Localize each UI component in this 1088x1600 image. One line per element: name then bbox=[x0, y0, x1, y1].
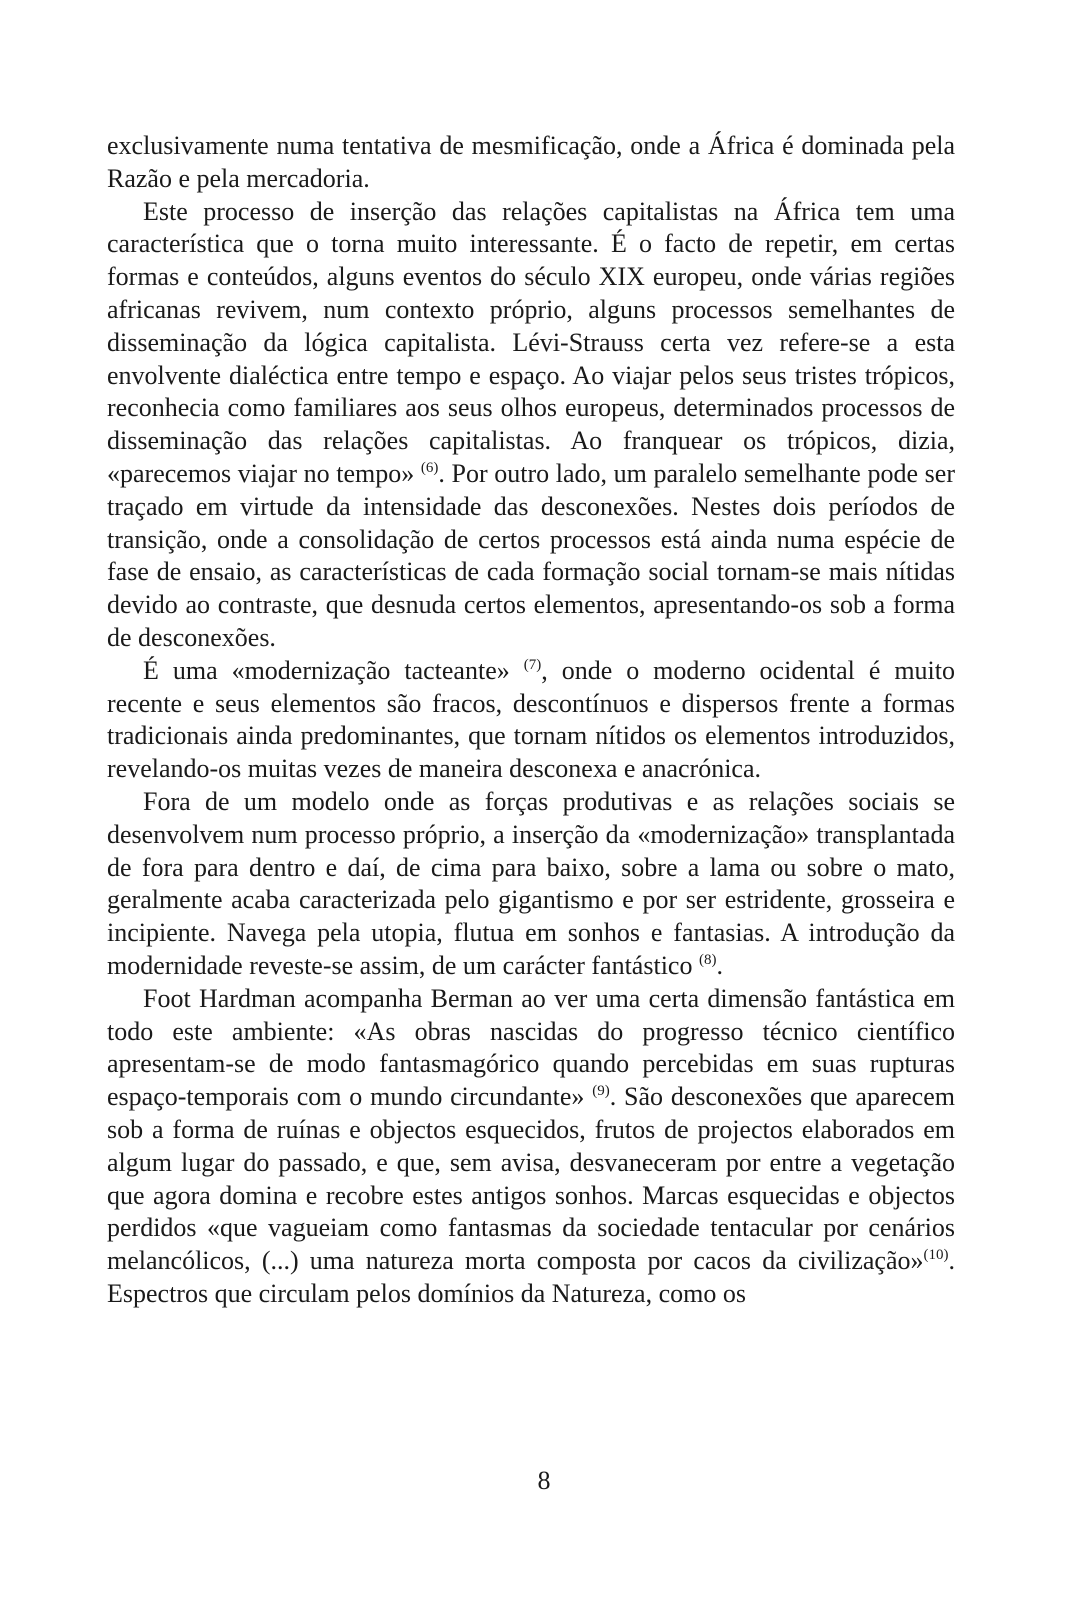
paragraph bbox=[107, 655, 955, 786]
text-run: . Espectros que circulam pelos domínios da Natureza, como os bbox=[107, 1246, 955, 1308]
page-number: 8 bbox=[537, 1466, 551, 1495]
text-run: . São desconexões que aparecem sob a forma de ruínas e objectos esquecidos, frutos de projectos elaborados em algum lugar do passado, e que, sem avisa, desvaneceram por entre a vegetação que agora domina e recobre estes antigos sonhos. Marcas esquecidas e objectos perdidos «que vagueiam como fantasmas da sociedade tentacular por cenários melancólicos, (...) uma natureza morta composta por cacos da civilização» bbox=[107, 1082, 955, 1276]
paragraph bbox=[107, 983, 955, 1311]
body-text bbox=[107, 130, 955, 1311]
footnote-marker: (9) bbox=[592, 1083, 610, 1100]
text-run: Este processo de inserção das relações capitalistas na África tem uma característica que o torna muito interessante. É o facto de repetir, em certas formas e conteúdos, alguns eventos do século XIX europeu, onde várias regiões africanas revivem, num contexto próprio, alguns processos semelhantes de disseminação da lógica capitalista. Lévi-Strauss certa vez refere-se a esta envolvente dialéctica entre tempo e espaço. Ao viajar pelos seus tristes trópicos, reconhecia como familiares aos seus olhos europeus, determinados processos de disseminação das relações capitalistas. Ao franquear os trópicos, dizia, «parecemos viajar no tempo» bbox=[107, 196, 955, 488]
footnote-marker: (6) bbox=[420, 459, 439, 476]
paragraph bbox=[107, 130, 955, 196]
text-run: . bbox=[716, 950, 723, 980]
text-run: É uma «modernização tacteante» bbox=[143, 655, 524, 685]
text-run: , onde o moderno ocidental é muito recente e seus elementos são fracos, descontínuos e dispersos frente a formas tradicionais ainda predominantes, que tornam nítidos os elementos introduzidos, revelando-os muitas vezes de maneira desconexa e anacrónica. bbox=[107, 655, 956, 784]
footnote-marker: (10) bbox=[923, 1247, 949, 1264]
text-run: exclusivamente numa tentativa de mesmificação, onde a África é dominada pela Razão e pela mercadoria. bbox=[107, 131, 955, 193]
footnote-marker: (7) bbox=[523, 656, 542, 673]
paragraph bbox=[107, 786, 955, 983]
paragraph bbox=[107, 196, 955, 655]
text-run: . Por outro lado, um paralelo semelhante pode ser traçado em virtude da intensidade das desconexões. Nestes dois períodos de transição, onde a consolidação de certos processos está ainda numa espécie de fase de ensaio, as características de cada formação social tornam-se mais nítidas devido ao contraste, que desnuda certos elementos, apresentando-os sob a forma de desconexões. bbox=[107, 458, 955, 652]
text-run: Foot Hardman acompanha Berman ao ver uma certa dimensão fantástica em todo este ambiente: «As obras nascidas do progresso técnico científico apresentam-se de modo fantasmagórico quando percebidas em suas rupturas espaço-temporais com o mundo circundante» bbox=[107, 983, 955, 1112]
text-run: Fora de um modelo onde as forças produtivas e as relações sociais se desenvolvem num processo próprio, a inserção da «modernização» transplantada de fora para dentro e daí, de cima para baixo, sobre a lama ou sobre o mato, geralmente acaba caracterizada pelo gigantismo e por ser estridente, grosseira e incipiente. Navega pela utopia, flutua em sonhos e fantasias. A introdução da modernidade reveste-se assim, de um carácter fantástico bbox=[107, 786, 955, 980]
footnote-marker: (8) bbox=[698, 951, 717, 968]
